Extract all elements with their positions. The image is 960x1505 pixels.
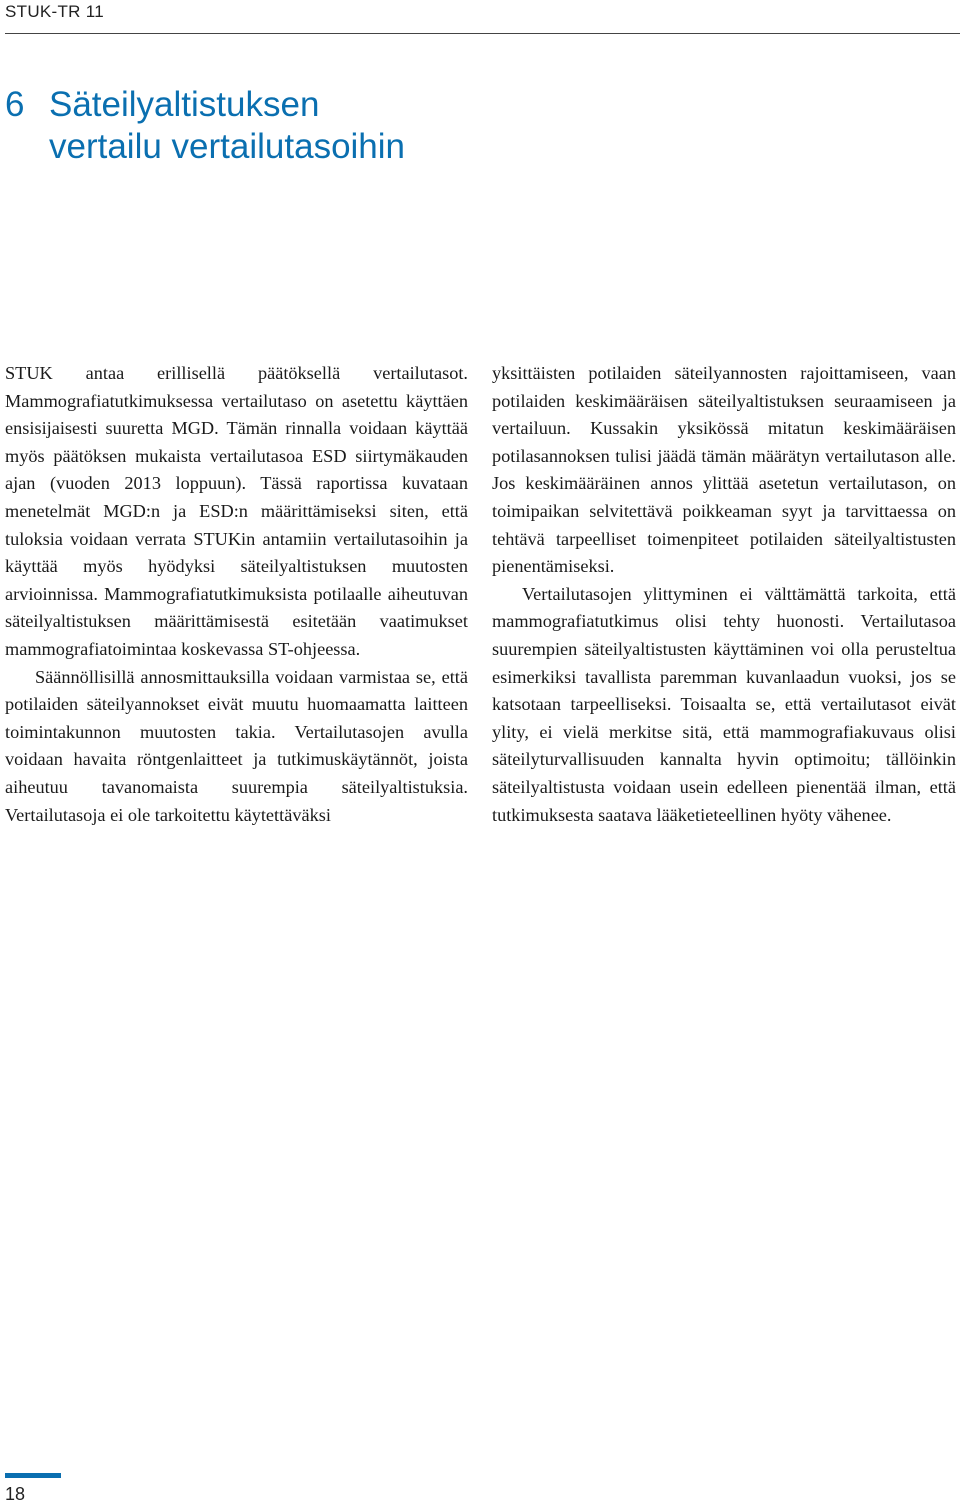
left-text-column <box>5 360 468 829</box>
chapter-heading-line-1: Säteilyaltistuksen <box>49 85 320 124</box>
chapter-heading <box>49 84 405 168</box>
page-number: 18 <box>5 1484 26 1504</box>
right-text-column <box>492 360 956 829</box>
footer-accent-bar <box>5 1473 61 1478</box>
header-divider <box>5 33 960 34</box>
left-paragraph-2: Säännöllisillä annosmittauksilla voidaan varmistaa se, että potilaiden säteilyannokset eivät muutu huomaamatta laitteen toimintakunnon muutosten takia. Vertailutasojen avulla voidaan havaita röntgenlaitteet ja tutkimuskäytännöt, joista aiheutuu tavanomaista suurempia säteilyaltistuksia. Vertailutasoja ei ole tarkoitettu käytettäväksi <box>5 666 468 825</box>
right-paragraph-2: Vertailutasojen ylittyminen ei välttämättä tarkoita, että mammografiatutkimus olisi tehty huonosti. Vertailutasoa suurempien säteilyaltistusten käyttäminen voi olla perusteltua esimerkiksi tavallista paremman kuvanlaadun vuoksi, jos se katsotaan tarpeelliseksi. Toisaalta se, että vertailutasot eivät ylity, ei vielä merkitse sitä, että mammografiakuvaus olisi säteilyturvallisuuden kannalta hyvin optimoitu; tällöinkin säteilyaltistusta voidaan usein edelleen pienentää ilman, että tutkimuksesta saatava lääketieteellinen hyöty vähenee. <box>492 583 956 825</box>
chapter-heading-line-2: vertailu vertailutasoihin <box>49 127 406 166</box>
running-header: STUK-TR 11 <box>5 2 105 21</box>
chapter-number: 6 <box>5 85 25 124</box>
left-paragraph-1: STUK antaa erillisellä päätöksellä vertailutasot. Mammografiatutkimuksessa vertailutaso on asetettu käyttäen ensisijaisesti suuretta MGD. Tämän rinnalla voidaan käyttää myös päätöksen mukaista vertailutasoa ESD siirtymäkauden ajan (vuoden 2013 loppuun). Tässä raportissa kuvataan menetelmät MGD:n ja ESD:n määrittämiseksi siten, että tuloksia voidaan verrata STUKin antamiin vertailutasoihin ja käyttää myös hyödyksi säteilyaltistuksen muutosten arvioinnissa. Mammografiatutkimuksista potilaalle aiheutuvan säteilyaltistuksen määrittämisestä esitetään vaatimukset mammografiatoimintaa koskevassa ST-ohjeessa. <box>5 363 468 659</box>
chapter-title <box>5 84 405 168</box>
right-paragraph-1: yksittäisten potilaiden säteilyannosten rajoittamiseen, vaan potilaiden keskimääräisen säteilyaltistuksen seuraamiseen ja vertailuun. Kussakin yksikössä mitatun keskimääräisen potilasannoksen tulisi jäädä tämän määrätyn vertailutason alle. Jos keskimääräinen annos ylittää asetetun vertailutason, on toimipaikan selvitettävä poikkeaman syyt ja tarvittaessa on tehtävä tarpeelliset toimenpiteet potilaiden säteilyaltistusten pienentämiseksi. <box>492 363 956 577</box>
